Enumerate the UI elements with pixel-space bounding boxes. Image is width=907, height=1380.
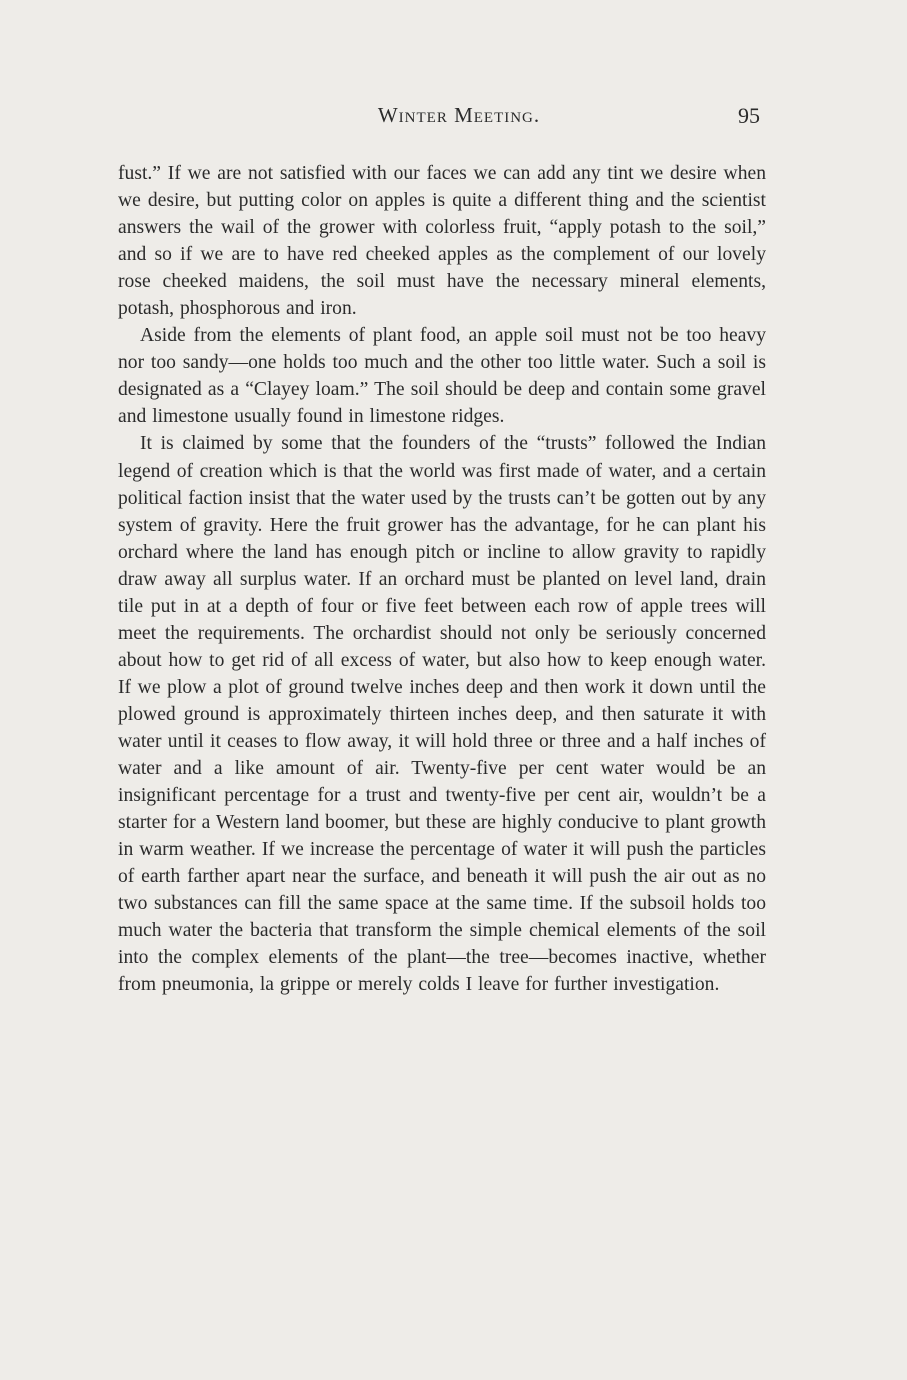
paragraph-3: It is claimed by some that the founders of the “trusts” followed the Indian legend of creation which is that the world was first made of water, and a certain political faction insist that the water used by the trusts can’t be gotten out by any system of gravity. Here the fruit grower has the advantage, for he can plant his orchard where the land has enough pitch or incline to allow gravity to rapidly draw away all surplus water. If an orchard must be planted on level land, drain tile put in at a depth of four or five feet between each row of apple trees will meet the requirements. The orchardist should not only be seriously concerned about how to get rid of all excess of water, but also how to keep enough water. If we plow a plot of ground twelve inches deep and then work it down until the plowed ground is approximately thirteen inches deep, and then saturate it with water until it ceases to flow away, it will hold three or three and a half inches of water and a like amount of air. Twenty-five per cent water would be an insignificant percentage for a trust and twenty-five per cent air, wouldn’t be a starter for a Western land boomer, but these are highly conducive to plant growth in warm weather. If we increase the percentage of water it will push the particles of earth farther apart near the surface, and beneath it will push the air out as no two substances can fill the same space at the same time. If the subsoil holds too much water the bacteria that transform the simple chemical elements of the soil into the complex elements of the plant—the tree—becomes inactive, whether from pneumonia, la grippe or merely colds I leave for further investigation. [118,433,766,996]
page-number: 95 [738,103,760,128]
body-text [118,160,766,998]
paragraph-2: Aside from the elements of plant food, an apple soil must not be too heavy nor too sandy—one holds too much and the other too little water. Such a soil is designated as a “Clayey loam.” The soil should be deep and contain some gravel and limestone usually found in limestone ridges. [118,325,766,428]
paragraph-1: fust.” If we are not satisfied with our faces we can add any tint we desire when we desire, but putting color on apples is quite a different thing and the scientist answers the wail of the grower with colorless fruit, “apply potash to the soil,” and so if we are to have red cheeked apples as the complement of our lovely rose cheeked maidens, the soil must have the necessary mineral elements, potash, phosphorous and iron. [118,163,766,320]
page-header [118,103,760,137]
running-title: Winter Meeting. [377,103,541,127]
